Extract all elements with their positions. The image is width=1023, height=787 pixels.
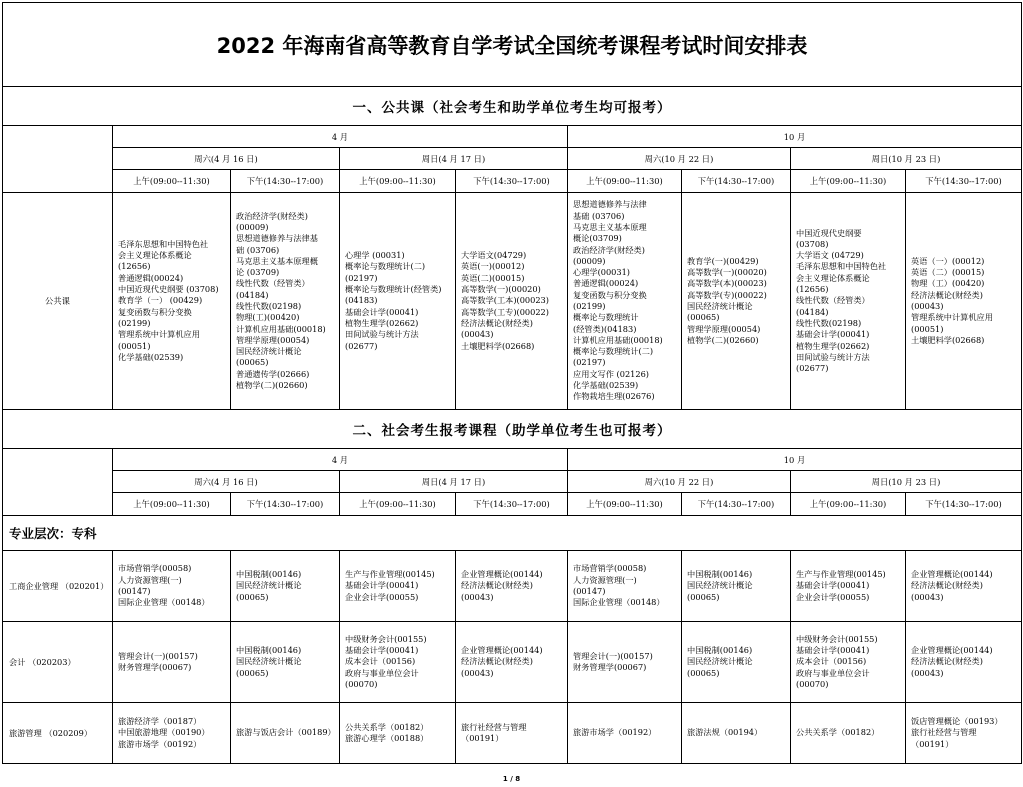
slot-header-am: 上午(09:00--11:30) [340,493,456,516]
course-line: 企业管理概论(00144) [461,645,543,656]
slot-header-am: 上午(09:00--11:30) [568,170,682,193]
month-header-april: 4 月 [113,126,568,148]
course-line: 企业管理概论(00144) [911,569,993,580]
course-line: 线性代数(02198) [796,317,862,328]
course-line: (00065) [687,667,720,678]
day-header: 周日(4 月 17 日) [340,471,568,493]
course-line: 国民经济统计概论 [687,656,753,667]
course-line: (02199) [118,317,151,328]
public-course-label: 公共课 [3,193,113,410]
course-line: 毛泽东思想和中国特色社 [796,261,887,272]
slot-header-pm: 下午(14:30--17:00) [456,493,568,516]
course-line: 经济法概论(财经类) [911,289,983,300]
course-line: 经济法概论(财经类) [461,656,533,667]
day-header: 周日(10 月 23 日) [791,148,1022,170]
course-line: 线性代数(02198) [236,301,302,311]
course-cell [791,622,906,703]
course-line: (00043) [461,667,494,678]
course-line: 旅游市场学（00192） [573,727,657,738]
course-line: 英语（二）(00015) [911,267,985,278]
course-cell [231,622,340,703]
day-header: 周日(4 月 17 日) [340,148,568,170]
course-line: 国民经济统计概论 [236,656,302,667]
slot-header-am: 上午(09:00--11:30) [791,493,906,516]
header-corner [3,449,113,516]
course-line: (00009) [236,221,269,232]
course-line: (02197) [573,357,606,368]
course-line: 计算机应用基础(00018) [236,323,326,334]
course-cell [340,193,456,410]
slot-header-pm: 下午(14:30--17:00) [231,170,340,193]
course-line: 高等数学(一)(00020) [687,267,767,278]
course-line: 会主义理论体系概论 [118,250,192,261]
major-name: 会计 [9,657,26,667]
course-line: (00043) [911,591,944,602]
course-line: 中级财务会计(00155) [345,633,427,644]
course-line: 饭店管理概论（00193） [911,716,1003,727]
course-line: 企业会计学(00055) [796,591,870,602]
course-cell [340,622,456,703]
month-header-october: 10 月 [568,449,1022,471]
course-line: 公共关系学（00182） [345,721,429,732]
course-line: 马克思主义基本原理概 [236,255,318,266]
course-line: 土壤肥料学(02668) [461,340,535,351]
schedule-page [2,2,1021,764]
course-line: 政府与事业单位会计 [345,667,419,678]
course-line: 心理学 (00031) [345,250,405,261]
course-line: 成本会计（00156) [796,656,867,667]
course-cell [682,551,791,622]
course-cell [568,703,682,764]
course-line: 大学语文 (04729) [796,250,864,261]
course-line: (04184) [236,289,269,300]
course-cell [791,193,906,410]
course-line: 化学基础(02539) [118,351,184,362]
course-line: 基础会计学(00041) [796,329,870,340]
page-number: 1 / 8 [502,775,521,783]
slot-header-pm: 下午(14:30--17:00) [682,170,791,193]
course-line: 毛泽东思想和中国特色社 [118,238,209,249]
course-line: 高等数学(一)(00020) [461,284,541,295]
slot-header-am: 上午(09:00--11:30) [568,493,682,516]
course-line: 植物学(二)(02660) [687,334,759,345]
course-line: 田间试验与统计方法 [796,351,870,362]
course-line: (12656) [118,261,151,272]
course-cell [682,193,791,410]
course-line: 成本会计（00156) [345,656,416,667]
course-line: 企业管理概论(00144) [461,569,543,580]
course-line: 经济法概论(财经类) [461,580,533,591]
course-cell [568,622,682,703]
course-line: 国民经济统计概论 [236,346,302,357]
course-line: 管理学原理(00054) [236,334,310,345]
major-code: （020209） [44,728,93,738]
course-line: 植物生理学(02662) [796,340,870,351]
slot-header-pm: 下午(14:30--17:00) [456,170,568,193]
course-line: 中国税制(00146) [687,569,753,580]
course-line: (00070) [796,678,829,689]
course-line: (02197) [345,272,378,283]
slot-header-am: 上午(09:00--11:30) [113,493,231,516]
major-code: （020201） [60,581,109,591]
course-line: 心理学(00031) [573,267,630,278]
course-line: 教育学（一） (00429) [118,295,203,306]
course-line: 复变函数与积分变换 [573,289,647,300]
course-line: (00065) [236,667,269,678]
course-line: 财务管理学(00067) [573,662,647,672]
major-code: （020203） [28,657,76,667]
course-line: (经管类)(04183) [573,323,637,334]
course-line: 大学语文(04729) [461,250,527,261]
section-heading-public: 一、公共课（社会考生和助学单位考生均可报考） [3,87,1022,126]
course-line: 国民经济统计概论 [236,580,302,591]
course-line: 市场营销学(00058) [573,563,647,574]
course-line: （00191） [911,738,954,749]
course-line: 公共关系学（00182） [796,727,880,738]
course-line: 国民经济统计概论 [687,301,753,311]
course-cell [113,193,231,410]
course-line: (00009) [573,255,606,266]
course-cell [340,551,456,622]
course-line: 植物生理学(02662) [345,317,419,328]
course-line: 化学基础(02539) [573,380,639,391]
course-line: (00065) [687,591,720,602]
course-line: (02677) [345,340,378,351]
course-cell [906,551,1022,622]
course-line: 国民经济统计概论 [687,580,753,591]
course-line: 会主义理论体系概论 [796,272,870,283]
course-line: 土壤肥料学(02668) [911,334,985,345]
course-line: 企业会计学(00055) [345,591,419,602]
major-label [3,703,113,764]
day-header: 周六(4 月 16 日) [113,471,340,493]
course-line: 高等数学(工专)(00022) [461,306,549,317]
course-line: 管理学原理(00054) [687,323,761,334]
section-heading-social: 二、社会考生报考课程（助学单位考生也可报考） [3,410,1022,449]
month-header-october: 10 月 [568,126,1022,148]
course-line: 思想道德修养与法律 [573,199,647,210]
course-line: 普通逻辑(00024) [118,272,184,283]
course-line: 政治经济学(财经类) [236,210,308,221]
course-line: 国际企业管理（00148） [118,597,210,608]
course-line: (00065) [687,312,720,323]
day-header: 周六(4 月 16 日) [113,148,340,170]
course-line: 基础会计学(00041) [345,645,419,656]
course-cell [113,551,231,622]
course-line: 旅游与饭店会计（00189） [236,727,336,738]
course-line: 管理会计(一)(00157) [118,650,198,661]
course-line: 中国旅游地理（00190） [118,727,210,738]
course-line: 应用文写作 (02126) [573,368,649,379]
course-cell [456,551,568,622]
course-line: 中国近现代史纲要 [796,227,862,238]
course-line: 物理(工)(00420) [236,312,300,323]
course-cell [682,622,791,703]
course-line: 旅行社经营与管理 [461,721,527,732]
course-line: 中国税制(00146) [687,645,753,656]
course-line: 企业管理概论(00144) [911,645,993,656]
course-line: (04184) [796,306,829,317]
day-header: 周六(10 月 22 日) [568,148,791,170]
schedule-table [2,2,1022,764]
course-line: (02199) [573,301,606,311]
course-line: 基础会计学(00041) [345,306,419,317]
course-line: 管理会计(一)(00157) [573,650,653,661]
course-line: (00065) [236,357,269,368]
course-line: 英语(二)(00015) [461,272,525,283]
course-line: 管理系统中计算机应用 [118,329,200,340]
course-line: 人力资源管理(一) [573,574,637,585]
course-cell [231,703,340,764]
course-line: 计算机应用基础(00018) [573,334,663,345]
course-cell [231,193,340,410]
course-line: 概率论与数理统计(二) [345,261,426,272]
course-line: 生产与作业管理(00145) [345,569,435,580]
course-line: 教育学(一)(00429) [687,255,759,266]
course-cell [456,622,568,703]
course-line: 英语（一）(00012) [911,255,985,266]
slot-header-pm: 下午(14:30--17:00) [906,493,1022,516]
course-line: (04183) [345,295,378,306]
course-line: (00051) [118,340,151,351]
course-line: 复变函数与积分变换 [118,306,192,317]
course-line: 基础会计学(00041) [796,580,870,591]
course-cell [568,551,682,622]
course-line: （00191） [461,733,504,743]
course-cell [456,703,568,764]
course-line: 田间试验与统计方法 [345,329,419,340]
course-line: (00070) [345,678,378,689]
course-line: 人力资源管理(一) [118,574,182,585]
course-line: (02677) [796,363,829,374]
major-label [3,622,113,703]
course-cell [906,703,1022,764]
course-cell [231,551,340,622]
course-line: (00043) [461,591,494,602]
major-name: 工商企业管理 [9,581,59,591]
course-line: 基础会计学(00041) [345,580,419,591]
course-cell [456,193,568,410]
course-line: 经济法概论(财经类) [461,317,533,328]
slot-header-pm: 下午(14:30--17:00) [682,493,791,516]
course-line: 思想道德修养与法律基 [236,233,318,244]
course-line: 概率论与数理统计(二) [573,346,654,357]
month-header-april: 4 月 [113,449,568,471]
course-line: 中国税制(00146) [236,569,302,580]
slot-header-am: 上午(09:00--11:30) [791,170,906,193]
course-line: 市场营销学(00058) [118,563,192,574]
course-line: 概率论与数理统计(经管类) [345,284,442,295]
course-line: (00051) [911,323,944,334]
course-line: 高等数学(工本)(00023) [461,295,549,306]
course-line: 普通逻辑(00024) [573,278,639,289]
page-title: 2022 年海南省高等教育自学考试全国统考课程考试时间安排表 [3,3,1022,87]
course-line: 英语(一)(00012) [461,261,525,272]
course-line: 线性代数（经管类） [236,278,310,289]
course-line: 高等数学(专)(00022) [687,289,767,300]
course-line: 普通遗传学(02666) [236,368,310,379]
course-line: 作物栽培生理(02676) [573,391,655,402]
course-line: (03708) [796,238,829,249]
course-cell [791,551,906,622]
course-cell [113,703,231,764]
course-line: 中国税制(00146) [236,645,302,656]
course-line: 植物学(二)(02660) [236,380,308,391]
course-line: 基础会计学(00041) [796,645,870,656]
course-line: 政府与事业单位会计 [796,667,870,678]
course-cell [791,703,906,764]
course-cell [682,703,791,764]
course-line: 物理（工）(00420) [911,278,985,289]
header-corner [3,126,113,193]
course-line: (00147) [118,586,151,596]
course-line: (00043) [911,667,944,678]
course-line: 概率论与数理统计 [573,312,639,323]
course-line: 中级财务会计(00155) [796,633,878,644]
course-line: 经济法概论(财经类) [911,580,983,591]
course-cell [906,622,1022,703]
course-cell [906,193,1022,410]
level-heading: 专业层次：专科 [3,516,1022,551]
slot-header-am: 上午(09:00--11:30) [340,170,456,193]
course-line: 旅游心理学（00188） [345,733,429,743]
course-line: 管理系统中计算机应用 [911,312,993,323]
course-line: 生产与作业管理(00145) [796,569,886,580]
course-line: (00147) [573,586,606,596]
course-line: 高等数学(本)(00023) [687,278,767,289]
course-line: 经济法概论(财经类) [911,656,983,667]
course-line: (00065) [236,591,269,602]
course-line: 础 (03706) [236,244,280,255]
day-header: 周六(10 月 22 日) [568,471,791,493]
course-line: 旅游市场学（00192） [118,738,202,749]
course-line: 基础 (03706) [573,210,625,221]
course-line: 概论(03709) [573,233,622,244]
course-line: (12656) [796,284,829,295]
course-line: 国际企业管理（00148） [573,597,665,608]
course-line: 旅游法规（00194） [687,727,763,738]
slot-header-pm: 下午(14:30--17:00) [906,170,1022,193]
course-line: 线性代数（经管类） [796,295,870,306]
course-line: 旅游经济学（00187） [118,716,202,727]
course-cell [113,622,231,703]
major-name: 旅游管理 [9,728,42,738]
slot-header-am: 上午(09:00--11:30) [113,170,231,193]
major-label [3,551,113,622]
day-header: 周日(10 月 23 日) [791,471,1022,493]
course-line: 论 (03709) [236,267,280,278]
course-cell [340,703,456,764]
course-line: 政治经济学(财经类) [573,244,645,255]
course-line: (00043) [911,301,944,311]
course-line: 中国近现代史纲要 (03708) [118,284,219,295]
course-line: 财务管理学(00067) [118,662,192,672]
course-line: 旅行社经营与管理 [911,727,977,738]
course-line: 马克思主义基本原理 [573,221,647,232]
slot-header-pm: 下午(14:30--17:00) [231,493,340,516]
course-cell [568,193,682,410]
course-line: (00043) [461,329,494,340]
